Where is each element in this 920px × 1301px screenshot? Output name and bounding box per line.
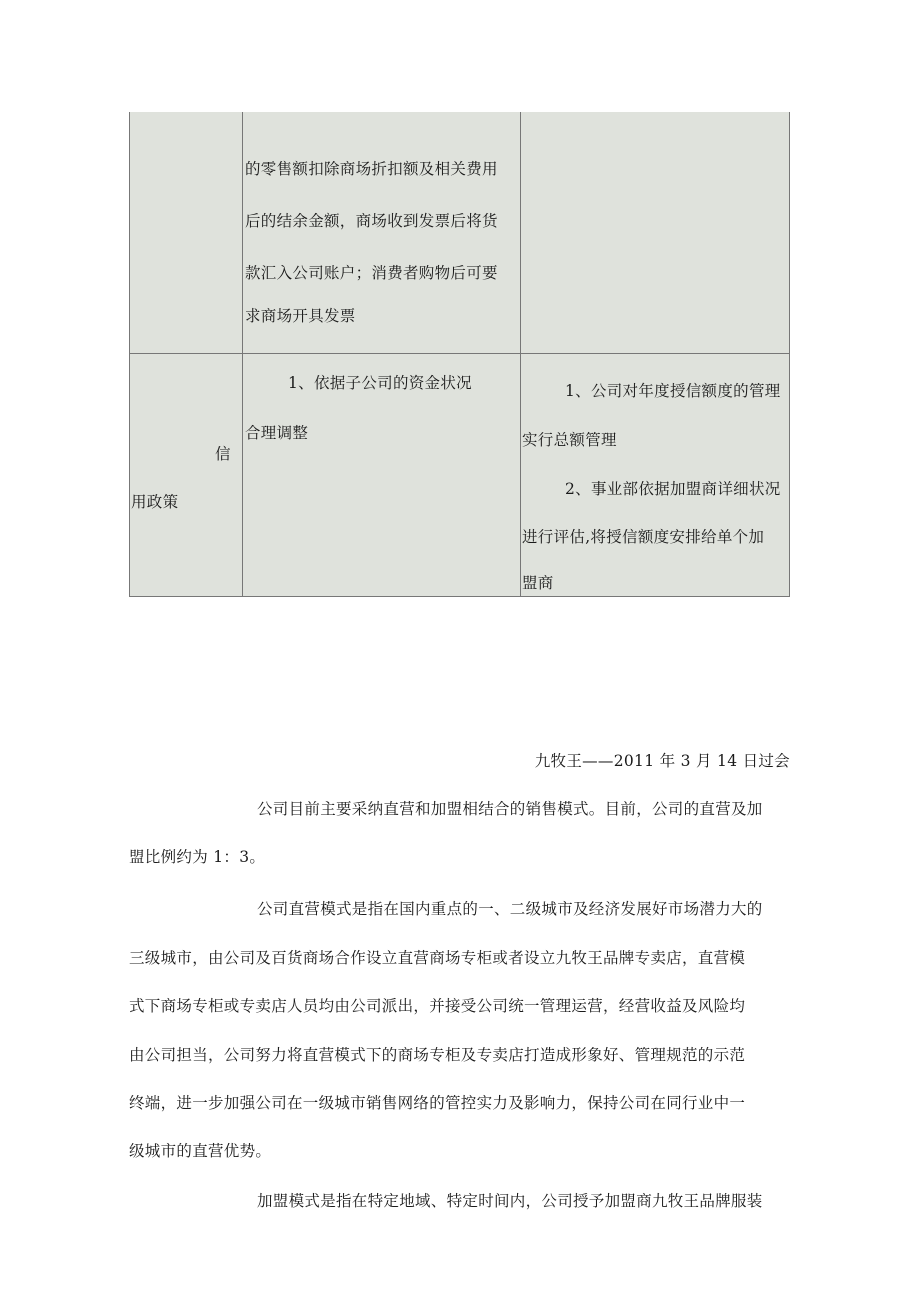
credit-policy-label-part2: 用政策 — [131, 493, 179, 511]
row2-middle-line-1: 1、依据子公司的资金状况 — [288, 374, 472, 392]
paragraph-2-line-2: 三级城市，由公司及百货商场合作设立直营商场专柜或者设立九牧王品牌专卖店，直营模 — [129, 949, 746, 967]
paragraph-1-line-2: 盟比例约为 1：3。 — [129, 848, 266, 866]
paragraph-2-line-1: 公司直营模式是指在国内重点的一、二级城市及经济发展好市场潜力大的 — [257, 900, 763, 918]
paragraph-3-line-1: 加盟模式是指在特定地域、特定时间内，公司授予加盟商九牧王品牌服装 — [257, 1192, 763, 1210]
table-border-left — [129, 112, 130, 597]
credit-policy-label-part1: 信 — [215, 445, 231, 463]
row1-middle-line-3: 款汇入公司账户；消费者购物后可要 — [245, 264, 498, 282]
table-divider-2 — [520, 112, 521, 597]
paragraph-1-line-1: 公司目前主要采纳直营和加盟相结合的销售模式。目前，公司的直营及加 — [257, 800, 763, 818]
row2-right-line-3: 2、事业部依据加盟商详细状况 — [565, 480, 781, 498]
table-border-bottom — [129, 596, 790, 597]
sales-policy-table — [129, 112, 790, 597]
row2-right-line-1: 1、公司对年度授信额度的管理 — [565, 382, 781, 400]
section-heading: 九牧王——2011 年 3 月 14 日过会 — [534, 752, 790, 770]
table-border-right — [789, 112, 790, 597]
row2-right-line-4: 进行评估,将授信额度安排给单个加 — [522, 528, 765, 546]
row2-right-line-5: 盟商 — [522, 574, 554, 592]
table-divider-1 — [242, 112, 243, 597]
paragraph-2-line-6: 级城市的直营优势。 — [129, 1142, 272, 1160]
row1-middle-line-2: 后的结余金额，商场收到发票后将货 — [245, 212, 498, 230]
row2-right-line-2: 实行总额管理 — [522, 431, 617, 449]
paragraph-2-line-4: 由公司担当，公司努力将直营模式下的商场专柜及专卖店打造成形象好、管理规范的示范 — [129, 1046, 746, 1064]
paragraph-2-line-5: 终端，进一步加强公司在一级城市销售网络的管控实力及影响力，保持公司在同行业中一 — [129, 1094, 746, 1112]
row1-middle-line-4: 求商场开具发票 — [245, 307, 356, 325]
row2-middle-line-2: 合理调整 — [245, 424, 309, 442]
paragraph-2-line-3: 式下商场专柜或专卖店人员均由公司派出，并接受公司统一管理运营，经营收益及风险均 — [129, 997, 746, 1015]
row1-middle-line-1: 的零售额扣除商场折扣额及相关费用 — [245, 160, 498, 178]
table-row-divider — [129, 353, 790, 354]
